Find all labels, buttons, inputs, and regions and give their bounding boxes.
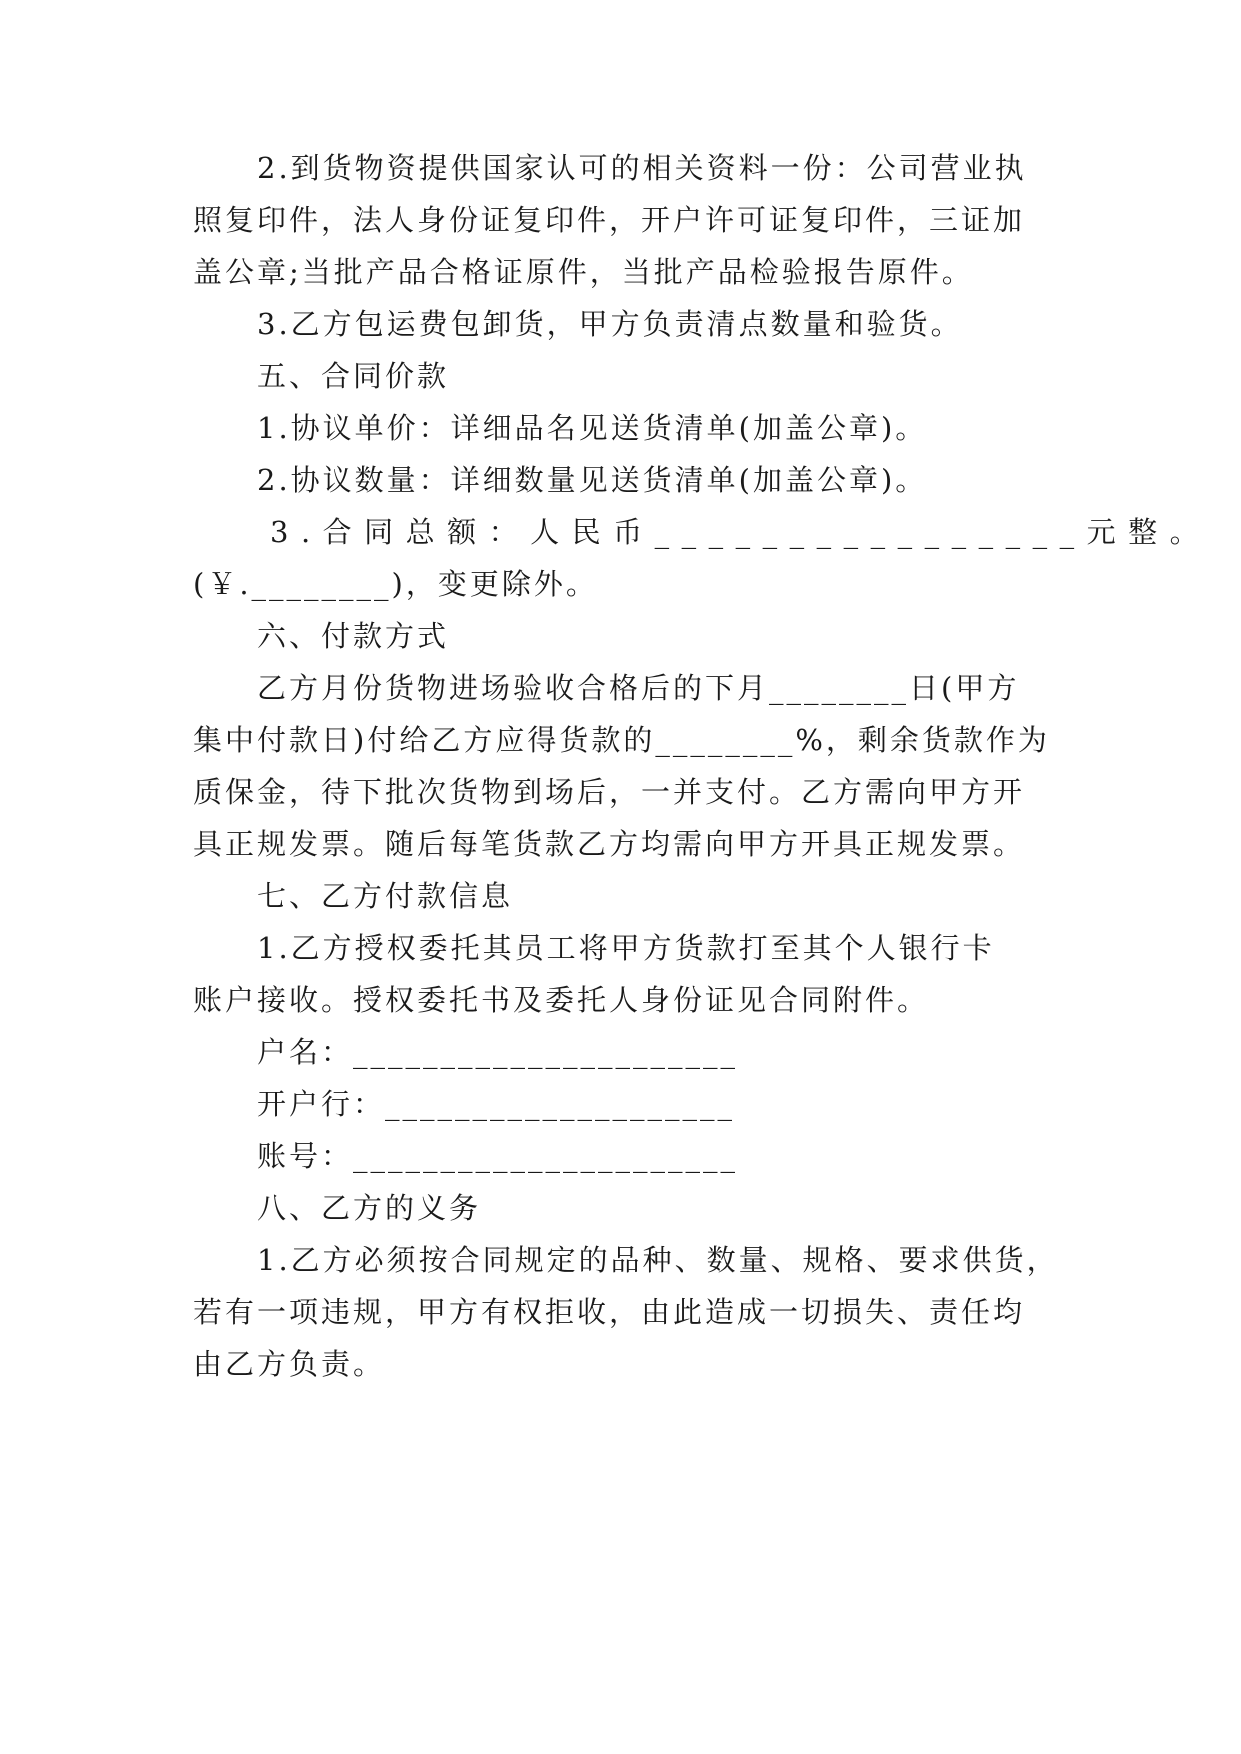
paragraph-line: 集中付款日)付给乙方应得货款的________%，剩余货款作为 <box>193 723 1050 757</box>
paragraph-line: 1.乙方授权委托其员工将甲方货款打至其个人银行卡 <box>257 931 995 965</box>
paragraph-line: 3.乙方包运费包卸货，甲方负责清点数量和验货。 <box>257 307 963 341</box>
paragraph-line: 盖公章;当批产品合格证原件，当批产品检验报告原件。 <box>193 255 974 289</box>
section-heading: 七、乙方付款信息 <box>257 879 514 913</box>
section-heading: 六、付款方式 <box>257 619 450 653</box>
paragraph-line: 由乙方负责。 <box>193 1347 386 1381</box>
section-heading: 五、合同价款 <box>257 359 450 393</box>
bank-field: 开户行：____________________ <box>257 1087 736 1121</box>
paragraph-line: 3.合同总额：人民币________________元整。 <box>270 515 1212 549</box>
paragraph-line: 2.协议数量：详细数量见送货清单(加盖公章)。 <box>257 463 928 497</box>
paragraph-line: 1.协议单价：详细品名见送货清单(加盖公章)。 <box>257 411 928 445</box>
paragraph-line: (￥.________)，变更除外。 <box>193 567 598 601</box>
account-name-field: 户名：______________________ <box>257 1035 739 1069</box>
section-heading: 八、乙方的义务 <box>257 1191 482 1225</box>
paragraph-line: 账户接收。授权委托书及委托人身份证见合同附件。 <box>193 983 930 1017</box>
paragraph-line: 若有一项违规，甲方有权拒收，由此造成一切损失、责任均 <box>193 1295 1026 1329</box>
paragraph-line: 乙方月份货物进场验收合格后的下月________日(甲方 <box>257 671 1020 705</box>
paragraph-line: 照复印件，法人身份证复印件，开户许可证复印件，三证加 <box>193 203 1026 237</box>
paragraph-line: 具正规发票。随后每笔货款乙方均需向甲方开具正规发票。 <box>193 827 1026 861</box>
paragraph-line: 1.乙方必须按合同规定的品种、数量、规格、要求供货， <box>257 1243 1059 1277</box>
paragraph-line: 2.到货物资提供国家认可的相关资料一份：公司营业执 <box>257 151 1027 185</box>
account-number-field: 账号：______________________ <box>257 1139 739 1173</box>
paragraph-line: 质保金，待下批次货物到场后，一并支付。乙方需向甲方开 <box>193 775 1026 809</box>
